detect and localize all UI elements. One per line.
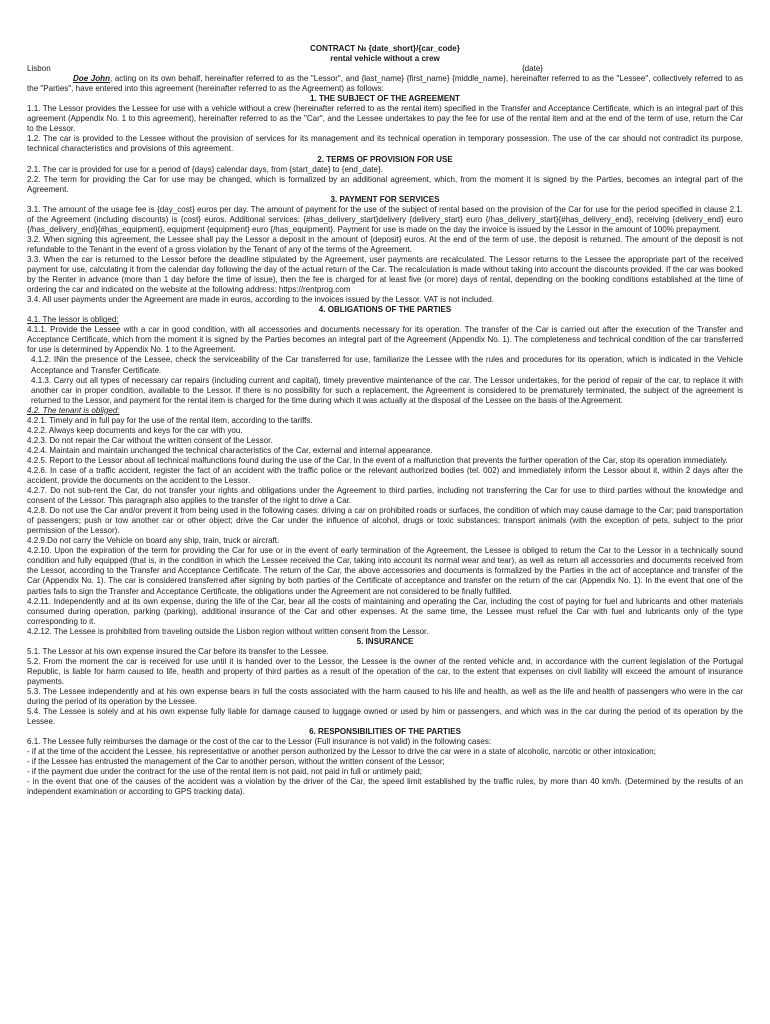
section-heading-6: 6. RESPONSIBILITIES OF THE PARTIES (309, 727, 461, 737)
section-heading-2: 2. TERMS OF PROVISION FOR USE (317, 154, 453, 164)
clause-3-4: 3.4. All user payments under the Agreement are made in euros, according to the invoices issued by the Lessor. VAT is not included. (27, 295, 494, 305)
clause-1-2: 1.2. The car is provided to the Lessee without the provision of services for its management and its technical operation in temporary possession. The use of the car should not contradict its purpose, technical characteristics and provisions of this agreement. (27, 134, 743, 154)
clause-5-3: 5.3. The Lessee independently and at his own expense bears in full the costs associated with the harm caused to his life and health, as well as the life and health of passengers who were in the car during the period of its operation by the Lessee. (27, 687, 743, 707)
city: Lisbon (27, 64, 51, 74)
section-heading-4: 4. OBLIGATIONS OF THE PARTIES (318, 305, 452, 315)
clause-6-1-bullet-1: - if at the time of the accident the Lessee, his representative or another person authorized by the Lessor to drive the car were in a state of alcoholic, narcotic or other intoxication; (27, 747, 656, 757)
preamble (27, 74, 743, 94)
clause-6-1-bullet-3: - if the payment due under the contract for the use of the rental item is not paid, not paid in full or untimely paid; (27, 767, 422, 777)
city-date-row (27, 64, 743, 74)
subheading-4-1: 4.1. The lessor is obliged: (27, 315, 119, 325)
clause-5-2: 5.2. From the moment the car is received for use until it is handed over to the Lessor, the Lessee is the owner of the rented vehicle and, in accordance with the current legislation of the Portugal Republic, is liable for harm caused to life, health and property of third parties as a result of the operation of the car, to the extent that expenses on civil liability will exceed the amount of insurance payments. (27, 656, 743, 686)
clause-1-1: 1.1. The Lessor provides the Lessee for use with a vehicle without a crew (hereinafter referred to as the rental item) specified in the Transfer and Acceptance Certificate, which is an integral part of this agreement (Appendix No. 1 to this agreement), hereinafter referred to as the "Car", and the Lessee undertakes to pay the fee for use of the rental item and at the end of the term of use, return the Car to the Lessor. (27, 104, 743, 134)
clause-2-2: 2.2. The term for providing the Car for use may be changed, which is formalized by an additional agreement, which, from the moment it is signed by the Parties, becomes an integral part of the Agreement. (27, 174, 743, 194)
clause-6-1-bullet-2: - if the Lessee has entrusted the management of the Car to another person, without the written consent of the Lessor; (27, 757, 445, 767)
clause-4-1-3: 4.1.3. Carry out all types of necessary car repairs (including current and capital), timely preventive maintenance of the car. The Lessor undertakes, for the period of repair of the car, to replace it with another car in proper condition, available to the Lessor. If there is no possibility for such a replacement, the Agreement is considered to be prematurely terminated, the subject of the agreement is returned to the Lessor, and payment for the rental item is charged for the time during which it was actually at the disposal of the Lessee on the basis of the Agreement. (31, 375, 743, 405)
clause-4-1-2: 4.1.2. INin the presence of the Lessee, check the serviceability of the Car transferred for use, familiarize the Lessee with the rules and procedures for its operation, which is indicated in the Vehicle Acceptance and Transfer Certificate. (31, 355, 743, 375)
subheading-4-2: 4.2. The tenant is obliged: (27, 405, 120, 415)
clause-6-1: 6.1. The Lessee fully reimburses the damage or the cost of the car to the Lessor (Full insurance is not valid) in the following cases: (27, 737, 492, 747)
clause-4-2-5: 4.2.5. Report to the Lessor about all technical malfunctions found during the use of the Car. In the event of a malfunction that prevents the further operation of the Car, stop its operation immediately. (27, 455, 728, 465)
clause-4-2-2: 4.2.2. Always keep documents and keys for the car with you. (27, 425, 243, 435)
contract-subtitle: rental vehicle without a crew (330, 54, 440, 64)
clause-6-1-bullet-4: - in the event that one of the causes of the accident was a violation by the driver of the Car, the speed limit established by the traffic rules, by more than 40 km/h. (Determined by the results of an independent examination or according to GPS tracking data). (27, 777, 743, 797)
clause-4-2-12: 4.2.12. The Lessee is prohibited from traveling outside the Lisbon region without written consent from the Lessor. (27, 626, 429, 636)
clause-4-1-1: 4.1.1. Provide the Lessee with a car in good condition, with all accessories and documents necessary for its operation. The transfer of the Car is carried out after the execution of the Transfer and Acceptance Certificate, which from the moment it is signed by the Parties becomes an integral part of the Agreement (Appendix No. 1). The completeness and technical condition of the car transferred for use is determined by Appendix No. 1 to the Agreement. (27, 325, 743, 355)
clause-2-1: 2.1. The car is provided for use for a period of {days} calendar days, from {start_date} to {end_date}. (27, 164, 383, 174)
clause-4-2-8: 4.2.8. Do not use the Car and/or prevent it from being used in the following cases: driving a car on prohibited roads or surfaces, the condition of which may cause damage to the Car; paid transportation of passengers; push or tow another car or other object; drive the Car under the influence of alcohol, drugs or toxic substances; transport animals (with the exception of pets, subject to the prior permission of the Lessor). (27, 506, 743, 536)
contract-date: {date} (521, 64, 543, 74)
section-heading-1: 1. THE SUBJECT OF THE AGREEMENT (310, 94, 460, 104)
clause-4-2-7: 4.2.7. Do not sub-rent the Car, do not transfer your rights and obligations under the Agreement to third parties, including not transferring the Car for use to third parties without the knowledge and consent of the Lessor. This paragraph also applies to the transfer of the right to drive a Car. (27, 486, 743, 506)
clause-4-2-3: 4.2.3. Do not repair the Car without the written consent of the Lessor. (27, 435, 273, 445)
clause-3-3: 3.3. When the car is returned to the Lessor before the deadline stipulated by the Agreement, user payments are recalculated. The Lessor returns to the Lessee the appropriate part of the received payment for use, calculating it from the calendar day following the day of the actual return of the Car. The recalculation is made without taking into account the discounts provided. If the car was booked by the Renter in advance (more than 1 day before the time of issue), then the fee is charged for at least five (or more) days of rental, depending on the booking conditions established at the time of ordering the car and indicated on the website at the following address: https://rentprog.com (27, 254, 743, 295)
clause-5-1: 5.1. The Lessor at his own expense insured the Car before its transfer to the Lessee. (27, 646, 329, 656)
clause-4-2-6: 4.2.6. In case of a traffic accident, register the fact of an accident with the traffic police or the relevant authorized bodies (tel. 002) and immediately inform the Lessor about it, within 2 days after the accident, provide the documents on the accident to the Lessor. (27, 465, 743, 486)
preamble-text: , acting on its own behalf, hereinafter referred to as the "Lessor", and {last_name} {first_name} {middle_name}, hereinafter referred to as the "Lessee", collectively referred to as the "Parties", have entered into this agreement (hereinafter referred to as the Agreement) as follows: (27, 74, 743, 94)
clause-4-2-1: 4.2.1. Timely and in full pay for the use of the rental item, according to the tariffs. (27, 415, 313, 425)
clause-4-2-9: 4.2.9.Do not carry the Vehicle on board any ship, train, truck or aircraft. (27, 536, 280, 546)
contract-title: CONTRACT № {date_short}/{car_code} (310, 44, 460, 53)
clause-4-2-11: 4.2.11. Independently and at its own expense, during the life of the Car, bear all the costs of maintaining and operating the Car, including the cost of paying for fuel and lubricants and other materials consumed during operation, parking (parking), additional insurance of the Car and other expenses. At the same time, the Lessee must refuel the Car with fuel and lubricants only of the type corresponding to it. (27, 596, 743, 626)
clause-4-2-4: 4.2.4. Maintain and maintain unchanged the technical characteristics of the Car, external and internal appearance. (27, 445, 433, 455)
section-heading-5: 5. INSURANCE (356, 636, 414, 646)
clause-3-1: 3.1. The amount of the usage fee is {day_cost} euros per day. The amount of payment for the use of the subject of rental based on the provision of the Car for use for the period specified in clause 2.1. of the Agreement (including discounts) is {cost} euros. Additional services: {#has_delivery_start}delivery {delivery_start} euro {/has_delivery_start}{#has_delivery_end}, receiving {delivery_end} euro {/has_delivery_end}{#has_equipment}, equipment {equipment} euro {/has_equipment}. Payment for use is made on the day the invoice is issued by the Lessor in the amount of 100% prepayment. (27, 204, 743, 234)
clause-3-2: 3.2. When signing this agreement, the Lessee shall pay the Lessor a deposit in the amount of {deposit} euros. At the end of the term of use, the deposit is returned. The amount of the deposit is not refundable to the Tenant in the event of a gross violation by the Tenant of any of the terms of the Agreement. (27, 234, 743, 254)
clause-4-2-10: 4.2.10. Upon the expiration of the term for providing the Car for use or in the event of early termination of the Agreement, the Lessee is obliged to return the Car to the Lessor in a technically sound condition and fully equipped (that is, in the condition in which the Lessee received the Car, taking into account its normal wear and tear), as well as return all accessories and documents received from the Lessor, according to the Transfer and Acceptance Certificate. The return of the Car, the above accessories and documents is formalized by the Parties in the act of acceptance and transfer of the Car (Appendix No. 1). The car is considered transferred after signing by both parties of the Certificate of acceptance and transfer on the return of the car (Appendix No. 1). In the event that one of the parties fails to sign the Transfer and Acceptance Certificate, the obligations under the Agreement are not considered to be finally fulfilled. (27, 546, 743, 596)
clause-5-4: 5.4. The Lessee is solely and at his own expense fully liable for damage caused to luggage owned or used by him or passengers, and which was in the car during the period of its operation by the Lessee. (27, 707, 743, 727)
lessor-name: Doe John (73, 74, 110, 84)
section-heading-3: 3. PAYMENT FOR SERVICES (330, 194, 440, 204)
